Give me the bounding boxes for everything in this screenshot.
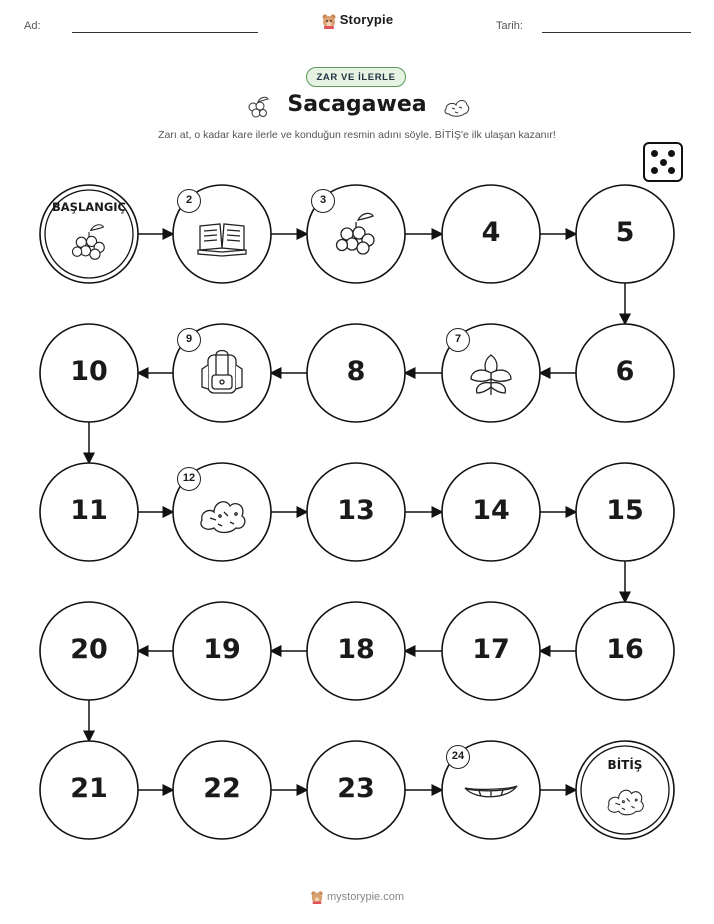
page-title: Sacagawea xyxy=(287,92,427,117)
space-number-badge: 7 xyxy=(446,328,470,352)
activity-tag: ZAR VE İLERLE xyxy=(306,67,406,87)
bear-icon xyxy=(310,890,324,904)
space-number-badge: 2 xyxy=(177,189,201,213)
space-number: 10 xyxy=(70,356,108,387)
date-label: Tarih: xyxy=(496,20,523,32)
footer-url: mystorypie.com xyxy=(326,890,405,903)
space-number: 11 xyxy=(70,495,108,526)
instructions-text: Zarı at, o kadar kare ilerle ve konduğun resmin adını söyle. BİTİŞ'e ilk ulaşan kazanır! xyxy=(158,129,556,141)
space-number-badge: 24 xyxy=(446,745,470,769)
name-label: Ad: xyxy=(24,20,41,32)
space-number: 17 xyxy=(472,634,510,665)
space-number: 23 xyxy=(337,773,375,804)
space-number: 6 xyxy=(615,356,635,387)
space-number: 16 xyxy=(606,634,644,665)
space-number: 20 xyxy=(70,634,108,665)
space-number: 4 xyxy=(481,217,501,248)
space-number: 5 xyxy=(615,217,635,248)
space-number: 22 xyxy=(203,773,241,804)
space-number-badge: 12 xyxy=(177,467,201,491)
brand-name: Storypie xyxy=(339,12,394,27)
start-label: BAŞLANGIÇ xyxy=(52,200,126,214)
space-number: 14 xyxy=(472,495,510,526)
space-number: 19 xyxy=(203,634,241,665)
space-number: 21 xyxy=(70,773,108,804)
finish-label: BİTİŞ xyxy=(607,758,643,772)
footer xyxy=(0,890,714,904)
space-number-badge: 9 xyxy=(177,328,201,352)
space-number: 18 xyxy=(337,634,375,665)
space-number: 13 xyxy=(337,495,375,526)
space-number: 15 xyxy=(606,495,644,526)
space-number-badge: 3 xyxy=(311,189,335,213)
space-number: 8 xyxy=(346,356,366,387)
